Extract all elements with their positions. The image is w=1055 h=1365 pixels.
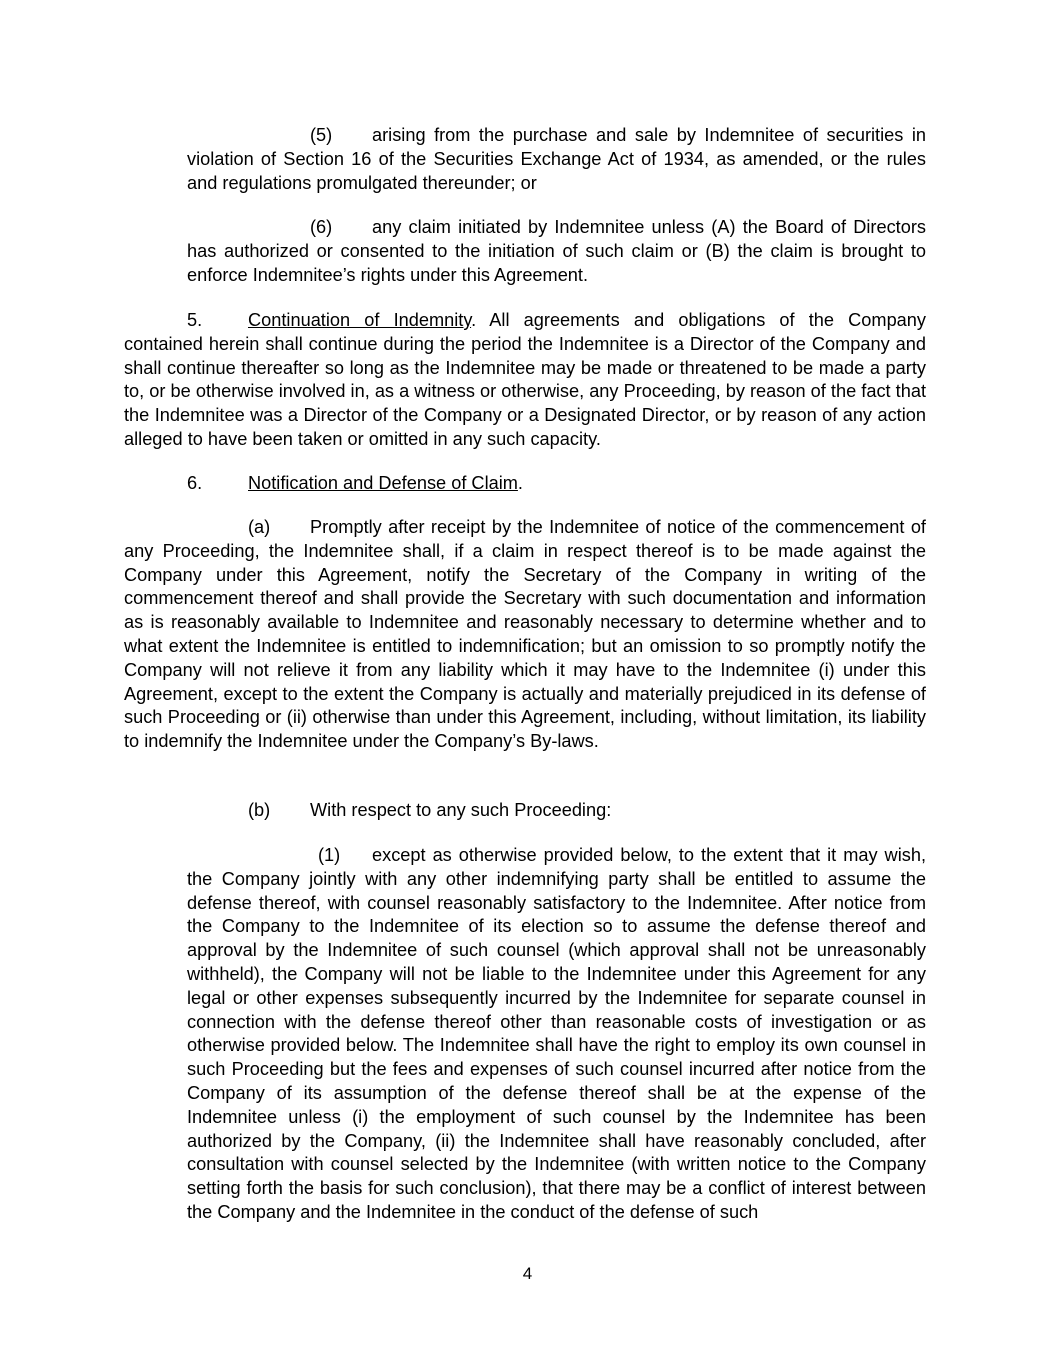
- clause-number: (1): [318, 845, 341, 865]
- section-5: [124, 309, 926, 452]
- heading-period: .: [471, 310, 490, 330]
- heading-period: .: [517, 473, 523, 493]
- clause-text: any claim initiated by Indemnitee unless (A) the Board of Directors has authorized or consented to the initiation of such claim or (B) the claim is brought to enforce Indemnitee’s rights under this Agreement.: [187, 217, 926, 285]
- page-number: 4: [522, 1264, 533, 1283]
- clause-number: (6): [310, 217, 333, 237]
- section-heading: Notification and Defense of Claim: [248, 473, 518, 493]
- clause-text: arising from the purchase and sale by Indemnitee of securities in violation of Section 16 of the Securities Exchange Act of 1934, as amended, or the rules and regulations promulgated thereunder; or: [187, 125, 926, 193]
- clause-4-5: [187, 124, 926, 195]
- clause-number: (b): [248, 800, 271, 820]
- clause-number: (a): [248, 517, 271, 537]
- section-heading: Continuation of Indemnity: [248, 310, 472, 330]
- clause-6a: [124, 516, 926, 754]
- clause-number: (5): [310, 125, 333, 145]
- clause-6b: [248, 799, 611, 823]
- clause-text: except as otherwise provided below, to the extent that it may wish, the Company jointly with any other indemnifying party shall be entitled to assume the defense thereof, with counsel reasonably satisfactory to the Indemnitee. After notice from the Company to the Indemnitee of its election so to assume the defense thereof and approval by the Indemnitee of such counsel (which approval shall not be unreasonably withheld), the Company will not be liable to the Indemnitee under this Agreement for any legal or other expenses subsequently incurred by the Indemnitee for separate counsel in connection with the defense thereof other than reasonable costs of investigation or as otherwise provided below. The Indemnitee shall have the right to employ its own counsel in such Proceeding but the fees and expenses of such counsel incurred after notice from the Company of its assumption of the defense thereof shall be at the expense of the Indemnitee unless (i) the employment of such counsel by the Indemnitee has been authorized by the Company, (ii) the Indemnitee shall have reasonably concluded, after consultation with counsel selected by the Indemnitee (with written notice to the Company setting forth the basis for such conclusion), that there may be a conflict of interest between the Company and the Indemnitee in the conduct of the defense of such: [187, 845, 926, 1222]
- section-number: 6.: [187, 473, 203, 493]
- clause-6b-1: [187, 844, 926, 1225]
- section-6-heading-line: [187, 472, 523, 496]
- section-number: 5.: [187, 310, 203, 330]
- clause-4-6: [187, 216, 926, 287]
- section-text: All agreements and obligations of the Company contained herein shall continue during the period the Indemnitee is a Director of the Company and shall continue thereafter so long as the Indemnitee may be made or threatened to be made a party to, or be otherwise involved in, as a witness or otherwise, any Proceeding, by reason of the fact that the Indemnitee was a Director of the Company or a Designated Director, or by reason of any action alleged to have been taken or omitted in any such capacity.: [124, 310, 927, 449]
- clause-text: With respect to any such Proceeding:: [310, 800, 612, 820]
- clause-text: Promptly after receipt by the Indemnitee of notice of the commencement of any Proceeding, the Indemnitee shall, if a claim in respect thereof is to be made against the Company under this Agreement, notify the Secretary of the Company in writing of the commencement thereof and shall provide the Secretary with such documentation and information as is reasonably available to Indemnitee and reasonably necessary to determine whether and to what extent the Indemnitee is entitled to indemnification; but an omission to so promptly notify the Company will not relieve it from any liability which it may have to the Indemnitee (i) under this Agreement, except to the extent the Company is actually and materially prejudiced in its defense of such Proceeding or (ii) otherwise than under this Agreement, including, without limitation, its liability to indemnify the Indemnitee under the Company’s By-laws.: [124, 517, 926, 752]
